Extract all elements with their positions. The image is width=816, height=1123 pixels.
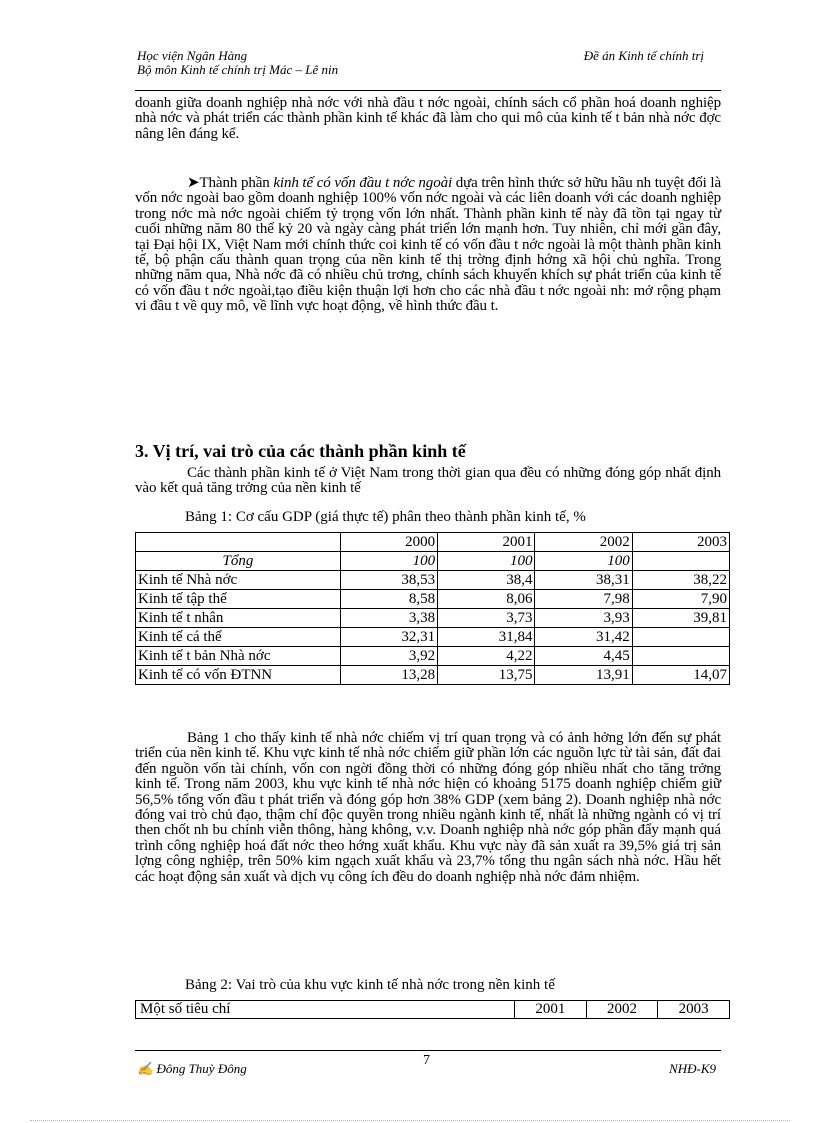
paragraph-2 <box>135 176 721 315</box>
paragraph-2-lead: Thành phần <box>199 175 274 191</box>
table-row <box>136 590 730 609</box>
year-cell: 2000 <box>340 533 437 552</box>
paragraph-2-emphasis: kinh tế có vốn đầu t nớc ngoài <box>273 175 453 191</box>
value-cell: 13,91 <box>535 666 632 685</box>
header-institution: Học viện Ngân Hàng <box>137 48 248 63</box>
value-cell: 39,81 <box>632 609 729 628</box>
header-rule <box>135 90 721 91</box>
section-title: 3. Vị trí, vai trò của các thành phần kinh tế <box>135 441 466 461</box>
year-cell: 2003 <box>658 1001 730 1019</box>
value-cell: 7,90 <box>632 590 729 609</box>
value-cell <box>632 647 729 666</box>
value-cell: 3,92 <box>340 647 437 666</box>
table-row <box>136 647 730 666</box>
header-left <box>137 49 338 77</box>
pen-icon: ✍ <box>137 1061 154 1076</box>
row-label: Kinh tế t nhân <box>136 609 341 628</box>
page-number: 7 <box>423 1053 430 1068</box>
bullet-arrow-icon: ➤ <box>187 175 200 191</box>
value-cell: 4,45 <box>535 647 632 666</box>
value-cell: 100 <box>340 552 437 571</box>
author-name: Đông Thuỳ Đông <box>156 1061 247 1076</box>
value-cell: 38,53 <box>340 571 437 590</box>
value-cell: 13,28 <box>340 666 437 685</box>
row-label: Kinh tế t bản Nhà nớc <box>136 647 341 666</box>
header-title: Đề án Kinh tế chính trị <box>583 48 704 63</box>
value-cell: 38,31 <box>535 571 632 590</box>
paragraph-4 <box>135 731 721 885</box>
row-label: Kinh tế Nhà nớc <box>136 571 341 590</box>
year-cell: 2002 <box>535 533 632 552</box>
value-cell: 7,98 <box>535 590 632 609</box>
value-cell: 3,38 <box>340 609 437 628</box>
paragraph-4-text: Bảng 1 cho thấy kinh tế nhà nớc chiếm vị trí quan trọng và có ảnh hởng lớn đến sự phát triển của nền kinh tế. Khu vực kinh tế nhà nớc chiếm giữ phần lớn các nguồn lực từ tài sản, đất đai đến nguồn vốn tài chính, vốn con ngời đồng thời có những đóng góp nhiều nhất cho tăng trởng kinh tế. Trong năm 2003, khu vực kinh tế nhà nớc hiện có khoảng 5175 doanh nghiệp chiếm giữ 56,5% tổng vốn đầu t phát triển và đóng góp hơn 38% GDP (xem bảng 2). Doanh nghiệp nhà nớc đóng vai trò chủ đạo, thậm chí độc quyền trong nhiều ngành kinh tế, nhất là những ngành có vị trí then chốt nh bu chính viễn thông, hàng không, v.v. Doanh nghiệp nhà nớc góp phần đẩy mạnh quá trình công nghiệp hoá đất nớc theo hớng xuất khẩu. Khu vực này đã sản xuất ra 39,5% giá trị sản lợng công nghiệp, trên 50% kim ngạch xuất khẩu và 23,7% tổng thu ngân sách nhà nớc. Hầu hết các hoạt động sản xuất và dịch vụ công ích đều do doanh nghiệp nhà nớc đảm nhiệm. <box>135 730 721 885</box>
row-label: Kinh tế tập thể <box>136 590 341 609</box>
paragraph-1 <box>135 96 721 142</box>
value-cell: 38,22 <box>632 571 729 590</box>
state-sector-role-table <box>135 1000 730 1019</box>
header-department: Bộ môn Kinh tế chính trị Mác – Lê nin <box>137 62 339 77</box>
table-row <box>136 628 730 647</box>
paragraph-3-text: Các thành phần kinh tế ở Việt Nam trong thời gian qua đều có những đóng góp nhất định vào kết quả tăng trởng của nền kinh tế <box>135 465 721 497</box>
value-cell <box>632 552 729 571</box>
table-row <box>136 609 730 628</box>
paragraph-1-text: doanh giữa doanh nghiệp nhà nớc với nhà đầu t nớc ngoài, chính sách cổ phần hoá doanh nghiệp nhà nớc và phát triển các thành phần kinh tế khác đã làm cho qui mô của kinh tế t bản nhà nớc đợc nâng lên đáng kể. <box>135 95 721 142</box>
value-cell <box>632 628 729 647</box>
value-cell: 3,93 <box>535 609 632 628</box>
row-label: Kinh tế có vốn ĐTNN <box>136 666 341 685</box>
paragraph-3 <box>135 466 721 497</box>
value-cell: 31,84 <box>438 628 535 647</box>
value-cell: 14,07 <box>632 666 729 685</box>
value-cell: 8,58 <box>340 590 437 609</box>
value-cell: 38,4 <box>438 571 535 590</box>
table-2-caption: Bảng 2: Vai trò của khu vực kinh tế nhà nớc trong nền kinh tế <box>185 977 555 993</box>
value-cell: 100 <box>438 552 535 571</box>
footer-author <box>137 1061 247 1077</box>
year-cell: 2003 <box>632 533 729 552</box>
table-header-row <box>136 533 730 552</box>
table-total-row <box>136 552 730 571</box>
value-cell: 3,73 <box>438 609 535 628</box>
footer-rule <box>135 1050 721 1051</box>
criteria-header: Một số tiêu chí <box>136 1001 515 1019</box>
table-row <box>136 666 730 685</box>
paragraph-2-text: dựa trên hình thức sở hữu hầu nh tuyệt đối là vốn nớc ngoài bao gồm doanh nghiệp 100% vốn nớc ngoài và các liên doanh với các doanh nghiệp trong nớc mà nớc ngoài chiếm tỷ trọng vốn lớn nhất. Thành phần kinh tế này đã tồn tại ngay từ cuối những năm 80 thế kỷ 20 và ngày càng phát triển lớn mạnh hơn. Tuy nhiên, chỉ mới gần đây, tại Đại hội IX, Việt Nam mới chính thức coi kinh tế có vốn đầu t nớc ngoài là một thành phần kinh tế, bộ phận cấu thành quan trọng của nền kinh tế thị trờng định hớng xã hội chủ nghĩa. Trong những năm qua, Nhà nớc đã có nhiều chủ trơng, chính sách khuyến khích sự phát triển của kinh tế có vốn đầu t nớc ngoài,tạo điều kiện thuận lợi hơn cho các nhà đầu t nớc ngoài nh: mở rộng phạm vi đầu t về quy mô, về lĩnh vực hoạt động, về hình thức đầu t. <box>135 175 722 315</box>
page-bottom-divider <box>30 1120 790 1121</box>
table-1-caption: Bảng 1: Cơ cấu GDP (giá thực tế) phân theo thành phần kinh tế, % <box>185 509 586 525</box>
gdp-structure-table <box>135 532 730 685</box>
row-label: Tổng <box>136 552 341 571</box>
value-cell: 8,06 <box>438 590 535 609</box>
value-cell: 32,31 <box>340 628 437 647</box>
value-cell: 100 <box>535 552 632 571</box>
value-cell: 13,75 <box>438 666 535 685</box>
value-cell: 4,22 <box>438 647 535 666</box>
value-cell: 31,42 <box>535 628 632 647</box>
year-cell: 2001 <box>515 1001 587 1019</box>
row-label: Kinh tế cá thể <box>136 628 341 647</box>
table-header-row <box>136 1001 730 1019</box>
footer-class-code: NHĐ-K9 <box>669 1061 716 1076</box>
year-cell: 2002 <box>586 1001 658 1019</box>
table-row <box>136 571 730 590</box>
year-cell: 2001 <box>438 533 535 552</box>
